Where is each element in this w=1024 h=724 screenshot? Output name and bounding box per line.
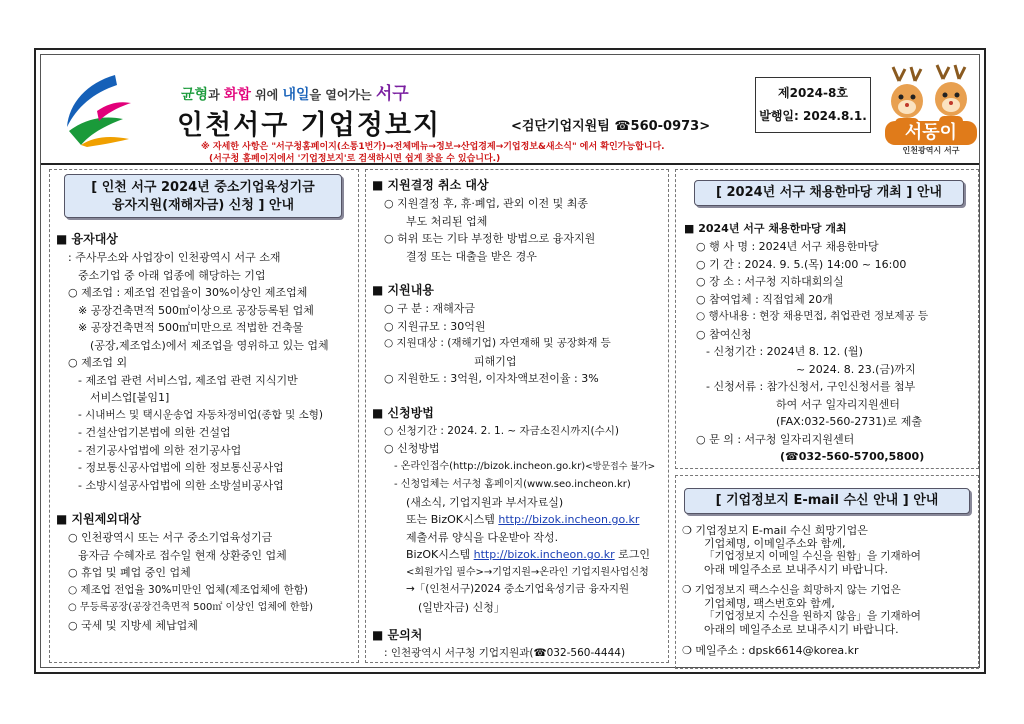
bizok-text: 또는 BizOK시스템 xyxy=(406,513,499,526)
text-line: ※ 공장건축면적 500㎡이상으로 공장등록된 업체 xyxy=(78,303,314,317)
swoosh-logo-icon xyxy=(57,69,137,147)
email-body xyxy=(682,524,978,657)
text-line: ○ 국세 및 지방세 체납업체 xyxy=(68,618,198,632)
slogan-part: 서구 xyxy=(375,84,409,104)
text-line: ○ 구 분 : 재해자금 xyxy=(384,302,476,315)
bizok-login-line xyxy=(372,546,666,564)
text-line: ○ 신청기간 : 2024. 2. 1. ~ 자금소진시까지(수시) xyxy=(384,424,620,437)
text-line: ❍ 기업정보지 E-mail 수신 희망기업은 xyxy=(682,524,868,537)
loan-title-line: 융자지원(재해자금) 신청 ] 안내 xyxy=(111,198,295,213)
text-line: (일반자금) 신청」 xyxy=(418,600,505,614)
header-notice xyxy=(201,141,665,165)
text-line: ○ 무등록공장(공장건축면적 500㎡ 이상인 업체에 한함) xyxy=(68,602,314,613)
text-line: ○ 지원규모 : 30억원 xyxy=(384,319,486,333)
text-line: ○ 제조업 : 제조업 전업율이 30%이상인 제조업체 xyxy=(68,286,308,299)
text-line: - 건설산업기본법에 의한 건설업 xyxy=(78,426,231,439)
issue-date: 발행일: 2024.8.1. xyxy=(759,109,867,123)
job-fair-body xyxy=(684,216,978,466)
slogan xyxy=(181,79,409,104)
online-apply-line xyxy=(372,458,666,477)
text-line: ○ 행 사 명 : 2024년 서구 채용한마당 xyxy=(696,240,879,253)
header xyxy=(41,55,979,165)
newsletter-inner xyxy=(40,54,980,668)
email-title: [ 기업정보지 E-mail 수신 안내 ] 안내 xyxy=(715,493,939,508)
section-title-job-fair: ■ 2024년 서구 채용한마당 개최 xyxy=(684,222,847,235)
bizok-login-text: BizOK시스템 xyxy=(406,548,474,561)
slogan-part: 위에 xyxy=(250,88,283,102)
text-line: 기업체명, 팩스번호와 함께, xyxy=(704,597,835,610)
text-line: ○ 장 소 : 서구청 지하대회의실 xyxy=(696,275,844,288)
section-title-contact: ■ 문의처 xyxy=(372,628,423,642)
slogan-part: 내일 xyxy=(282,87,310,103)
mascot-sub: 인천광역시 서구 xyxy=(902,146,960,155)
text-line: - 신청업체는 서구청 홈페이지(www.seo.incheon.kr) xyxy=(394,479,631,490)
section-title-eligibility: ■ 융자대상 xyxy=(56,232,118,246)
notice-line: (서구청 홈페이지에서 '기업정보지'로 검색하시면 쉽게 찾을 수 있습니다.) xyxy=(209,154,501,164)
mascot-name: 서동이 xyxy=(885,121,977,145)
section-title-exclusions: ■ 지원제외대상 xyxy=(56,512,142,526)
text-line: ○ 지원대상 : (재해기업) 자연재해 및 공장화재 등 xyxy=(384,337,611,349)
text-line: 기업체명, 이메일주소와 함께, xyxy=(704,537,846,550)
text-line: 융자금 수혜자로 접수일 현재 상환중인 업체 xyxy=(78,548,287,562)
issue-box xyxy=(755,77,871,133)
text-line: ○ 허위 또는 기타 부정한 방법으로 융자지원 xyxy=(384,232,596,245)
bizok-link[interactable]: http://bizok.incheon.go.kr xyxy=(498,513,640,526)
text-line: ○ 문 의 : 서구청 일자리지원센터 xyxy=(696,432,855,446)
text-line: <회원가입 필수>→기업지원→온라인 기업지원사업신청 xyxy=(406,566,649,578)
team-contact: <검단기업지원팀 ☎560-0973> xyxy=(511,119,711,134)
email-box xyxy=(675,475,979,669)
text-line: - 신청서류 : 참가신청서, 구인신청서를 첨부 xyxy=(706,380,916,393)
job-fair-title: [ 2024년 서구 채용한마당 개최 ] 안내 xyxy=(716,185,942,200)
text-line: ○ 참여업체 : 직접업체 20개 xyxy=(696,292,833,306)
text-line: ~ 2024. 8. 23.(금)까지 xyxy=(796,362,916,376)
text-line: - 정보통신공사업법에 의한 정보통신공사업 xyxy=(78,461,284,474)
text-line: ○ 행사내용 : 현장 채용면접, 취업관련 정보제공 등 xyxy=(696,310,929,322)
text-line: ○ 제조업 외 xyxy=(68,356,128,369)
text-line: →「(인천서구)2024 중소기업육성기금 융자지원 xyxy=(406,583,630,595)
text-line: : 주사무소와 사업장이 인천광역시 서구 소재 xyxy=(68,251,281,264)
text-line: (공장,제조업소)에서 제조업을 영위하고 있는 업체 xyxy=(90,338,329,352)
text-line: 중소기업 중 아래 업종에 해당하는 기업 xyxy=(78,268,266,282)
text-line: ❍ 기업정보지 팩스수신을 희망하지 않는 기업은 xyxy=(682,584,901,596)
job-fair-title-box xyxy=(694,180,964,206)
text-line: - 시내버스 및 택시운송업 자동차정비업(종합 및 소형) xyxy=(78,408,324,421)
loan-detail-body xyxy=(372,172,666,663)
column-loan xyxy=(49,169,359,663)
slogan-part: 과 xyxy=(208,88,224,102)
bizok-login-link[interactable]: http://bizok.incheon.go.kr xyxy=(473,548,615,561)
text-line: 부도 처리된 업체 xyxy=(406,214,488,228)
loan-body xyxy=(56,226,356,634)
text-line: 제출서류 양식을 다운받아 작성. xyxy=(406,530,559,544)
issue-number: 제2024-8호 xyxy=(778,86,848,100)
text-line: (FAX:032-560-2731)로 제출 xyxy=(776,415,922,428)
bizok-login-suffix: 로그인 xyxy=(614,548,651,561)
column-loan-detail xyxy=(365,169,669,663)
text-line: 결정 또는 대출을 받은 경우 xyxy=(406,249,537,263)
text-line: ○ 신청방법 xyxy=(384,442,440,455)
text-line: ○ 지원결정 후, 휴·폐업, 관외 이전 및 최종 xyxy=(384,197,588,210)
loan-title-box xyxy=(64,174,342,218)
slogan-part: 을 열어가는 xyxy=(309,88,376,102)
notice-line: ※ 자세한 사항은 "서구청홈페이지(소통1번가)→전체메뉴→정보→산업경제→기업정보&새소식" 에서 확인가능합니다. xyxy=(201,142,665,152)
text-line: ○ 인천광역시 또는 서구 중소기업육성기금 xyxy=(68,531,273,544)
section-title-content: ■ 지원내용 xyxy=(372,283,434,297)
text-line: 하여 서구 일자리지원센터 xyxy=(776,397,900,411)
email-address-line: ❍ 메일주소 : dpsk6614@korea.kr xyxy=(682,644,859,657)
text-line: ○ 지원한도 : 3억원, 이자차액보전이율 : 3% xyxy=(384,372,599,385)
text-line: ○ 제조업 전업율 30%미만인 업체(제조업체에 한함) xyxy=(68,583,308,596)
text-line: 서비스업[붙임1] xyxy=(90,391,170,404)
column-right xyxy=(675,169,979,663)
bizok-line xyxy=(372,511,666,529)
text-line: ○ 참여신청 xyxy=(696,327,752,341)
online-apply-text: - 온라인접수(http://bizok.incheon.go.kr) xyxy=(394,460,586,472)
text-line: ※ 공장건축면적 500㎡미만으로 적법한 건축물 xyxy=(78,321,304,334)
newsletter-page xyxy=(34,48,986,674)
text-line: 아래 메일주소로 보내주시기 바랍니다. xyxy=(704,563,889,576)
text-line: (☎032-560-5700,5800) xyxy=(780,450,925,463)
text-line: - 신청기간 : 2024년 8. 12. (월) xyxy=(706,345,863,358)
slogan-part: 균형 xyxy=(181,87,209,103)
page-title: 인천서구 기업정보지 xyxy=(177,110,442,141)
text-line: (새소식, 기업지원과 부서자료실) xyxy=(406,495,564,509)
section-title-apply: ■ 신청방법 xyxy=(372,405,434,420)
text-line: - 제조업 관련 서비스업, 제조업 관련 지식기반 xyxy=(78,373,298,387)
email-title-box xyxy=(684,488,970,514)
contact-line: : 인천광역시 서구청 기업지원과(☎032-560-4444) xyxy=(384,647,626,659)
text-line: - 전기공사업법에 의한 전기공사업 xyxy=(78,443,242,457)
mascot xyxy=(885,63,977,159)
slogan-part: 화합 xyxy=(223,87,251,103)
section-title-cancel: ■ 지원결정 취소 대상 xyxy=(372,178,489,192)
online-apply-note: <방문접수 불가> xyxy=(585,461,656,472)
job-fair-box xyxy=(675,169,979,469)
loan-title-line: [ 인천 서구 2024년 중소기업육성기금 xyxy=(91,180,315,195)
text-line: 「기업정보지 이메일 수신을 원함」을 기재하여 xyxy=(704,550,921,562)
text-line: - 소방시설공사업법에 의한 소방설비공사업 xyxy=(78,478,284,492)
text-line: ○ 기 간 : 2024. 9. 5.(목) 14:00 ~ 16:00 xyxy=(696,257,907,271)
text-line: 피해기업 xyxy=(474,354,517,368)
text-line: ○ 휴업 및 폐업 중인 업체 xyxy=(68,566,191,579)
text-line: 아래의 메일주소로 보내주시기 바랍니다. xyxy=(704,623,899,636)
text-line: 「기업정보지 수신을 원하지 않음」을 기재하여 xyxy=(704,610,921,622)
